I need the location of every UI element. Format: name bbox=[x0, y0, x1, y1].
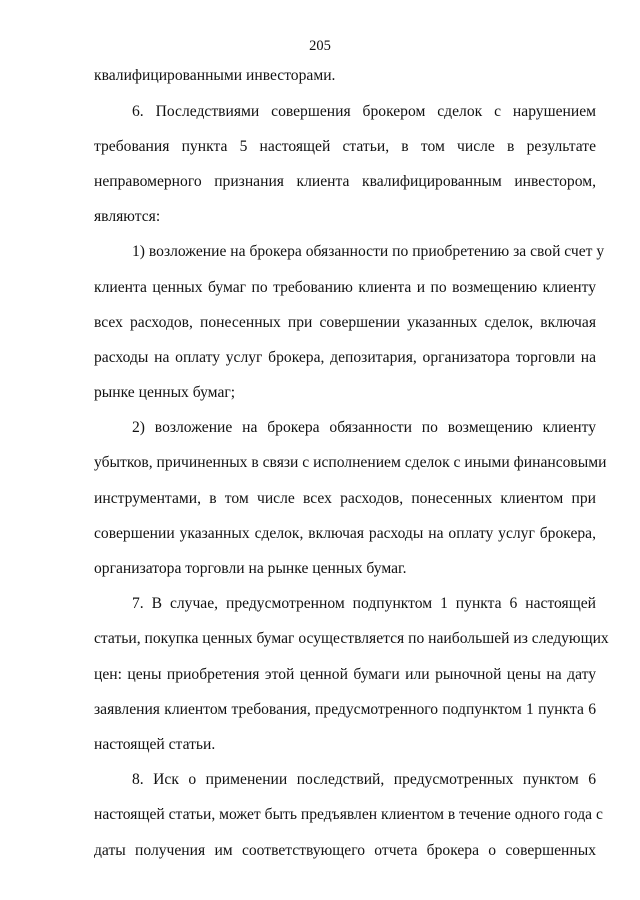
text-line-13: инструментами, в том числе всех расходов, понесенных клиентом при bbox=[94, 490, 596, 507]
text-line-12: убытков, причиненных в связи с исполнением сделок с иными финансовыми bbox=[94, 454, 607, 471]
text-line-14: совершении указанных сделок, включая расходы на оплату услуг брокера, bbox=[94, 525, 596, 542]
text-line-4: неправомерного признания клиента квалифицированным инвестором, bbox=[94, 173, 596, 190]
text-line-18: цен: цены приобретения этой ценной бумаги или рыночной цены на дату bbox=[94, 666, 596, 683]
page-number: 205 bbox=[309, 38, 331, 54]
text-line-17: статьи, покупка ценных бумаг осуществляется по наибольшей из следующих bbox=[94, 630, 609, 647]
text-line-10: рынке ценных бумаг; bbox=[94, 384, 236, 401]
text-line-19: заявления клиентом требования, предусмотренного подпунктом 1 пункта 6 bbox=[94, 701, 596, 718]
text-line-9: расходы на оплату услуг брокера, депозитария, организатора торговли на bbox=[94, 349, 596, 366]
text-line-11: 2) возложение на брокера обязанности по возмещению клиенту bbox=[132, 419, 596, 436]
text-line-3: требования пункта 5 настоящей статьи, в том числе в результате bbox=[94, 138, 596, 155]
text-line-8: всех расходов, понесенных при совершении указанных сделок, включая bbox=[94, 314, 596, 331]
text-line-15: организатора торговли на рынке ценных бумаг. bbox=[94, 560, 407, 577]
text-line-21: 8. Иск о применении последствий, предусмотренных пунктом 6 bbox=[132, 771, 596, 788]
text-line-5: являются: bbox=[94, 208, 161, 225]
text-line-7: клиента ценных бумаг по требованию клиента и по возмещению клиенту bbox=[94, 279, 596, 296]
text-line-16: 7. В случае, предусмотренном подпунктом 1 пункта 6 настоящей bbox=[132, 595, 596, 612]
text-line-6: 1) возложение на брокера обязанности по приобретению за свой счет у bbox=[132, 243, 605, 260]
text-line-1: квалифицированными инвесторами. bbox=[94, 67, 336, 84]
text-line-20: настоящей статьи. bbox=[94, 736, 216, 753]
text-line-23: даты получения им соответствующего отчета брокера о совершенных bbox=[94, 842, 596, 859]
text-line-22: настоящей статьи, может быть предъявлен клиентом в течение одного года с bbox=[94, 806, 603, 823]
text-line-2: 6. Последствиями совершения брокером сделок с нарушением bbox=[132, 103, 596, 120]
